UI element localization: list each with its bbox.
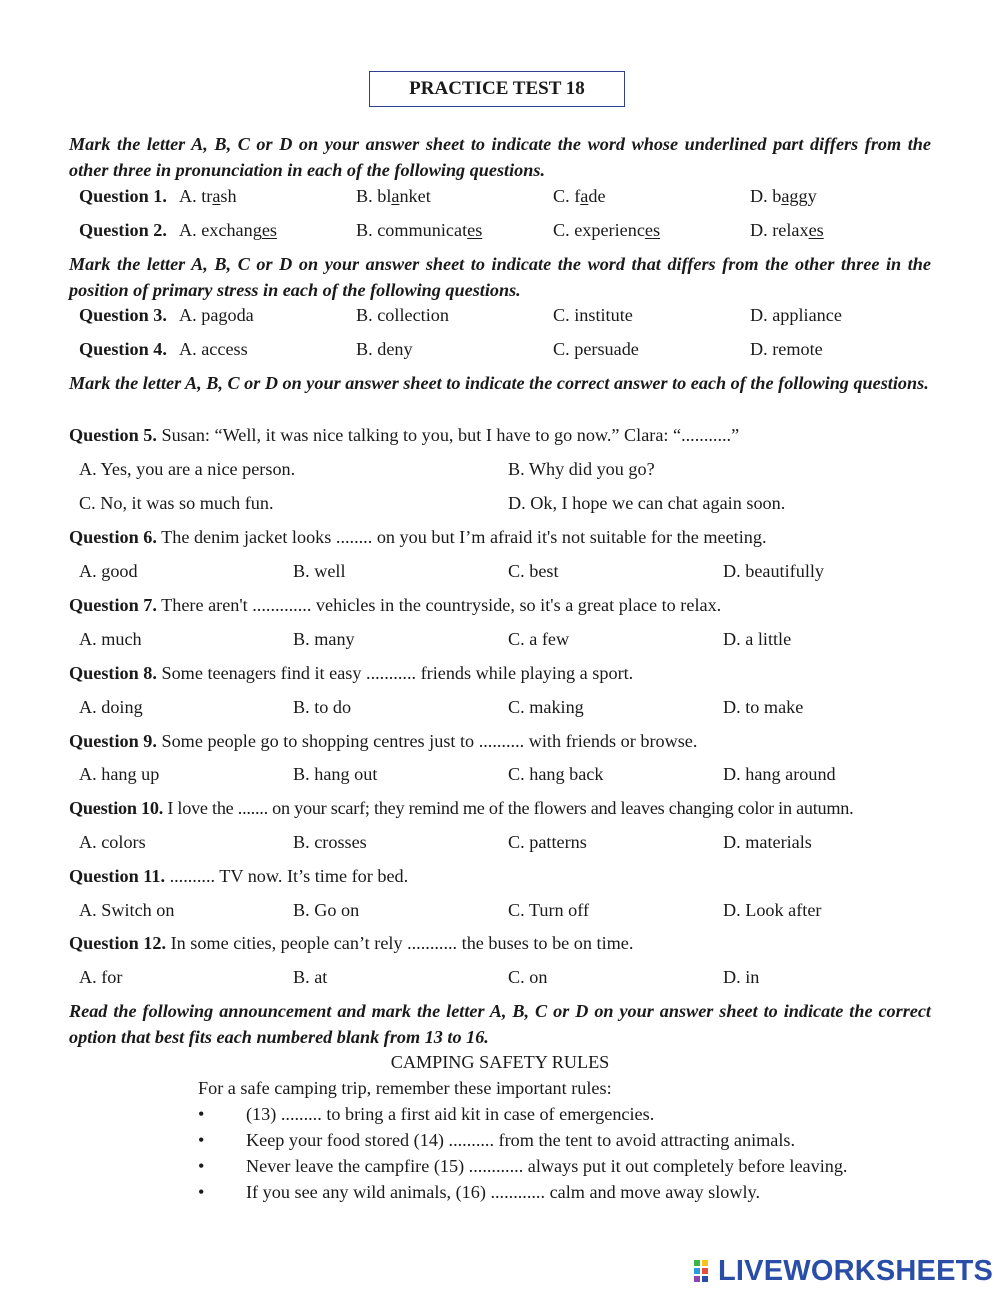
question-9-stem	[69, 728, 969, 754]
question-text: Susan: “Well, it was nice talking to you, but I have to go now.” Clara: “...........”	[161, 425, 740, 445]
question-text: I love the ....... on your scarf; they remind me of the flowers and leaves changing color in autumn.	[167, 798, 854, 818]
option-d[interactable]: D. to make	[723, 697, 804, 717]
option-b[interactable]: B. hang out	[293, 764, 378, 784]
question-label: Question 9.	[69, 731, 157, 751]
option-c[interactable]: C. making	[508, 697, 584, 717]
option-d[interactable]: D. remote	[750, 339, 823, 359]
option-a[interactable]: A. hang up	[79, 764, 160, 784]
question-label: Question 8.	[69, 663, 157, 683]
option-b[interactable]: B. Why did you go?	[508, 459, 655, 479]
option-a[interactable]: A. doing	[79, 697, 143, 717]
option-a[interactable]: A. Yes, you are a nice person.	[79, 459, 296, 479]
option-a[interactable]: A. colors	[79, 832, 146, 852]
passage-bullet-14	[198, 1127, 796, 1153]
question-11-options	[0, 897, 1000, 923]
question-6-stem	[69, 524, 969, 550]
passage-intro: For a safe camping trip, remember these important rules:	[198, 1078, 612, 1098]
option-a[interactable]: A. pagoda	[179, 305, 254, 325]
passage-item: Keep your food stored (14) .......... from the tent to avoid attracting animals.	[246, 1130, 796, 1150]
question-1-row	[0, 183, 1000, 209]
option-c[interactable]: C. experiences	[553, 220, 661, 240]
question-7-stem	[69, 592, 969, 618]
option-b[interactable]: B. crosses	[293, 832, 367, 852]
passage-bullet-13	[198, 1101, 655, 1127]
option-b[interactable]: B. blanket	[356, 186, 431, 206]
option-a[interactable]: A. exchanges	[179, 220, 277, 240]
option-c[interactable]: C. No, it was so much fun.	[79, 493, 274, 513]
liveworksheets-icon	[693, 1258, 715, 1284]
option-d[interactable]: D. a little	[723, 629, 792, 649]
question-label: Question 4.	[79, 339, 167, 359]
bullet-icon: •	[198, 1104, 205, 1124]
option-d[interactable]: D. baggy	[750, 186, 817, 206]
option-b[interactable]: B. well	[293, 561, 346, 581]
question-label: Question 10.	[69, 798, 164, 818]
passage-heading: CAMPING SAFETY RULES	[390, 1052, 610, 1072]
option-d[interactable]: D. Ok, I hope we can chat again soon.	[508, 493, 786, 513]
option-a[interactable]: A. Switch on	[79, 900, 175, 920]
question-7-options	[0, 626, 1000, 652]
question-5-options-row-1	[0, 456, 1000, 482]
logo-text: LIVEWORKSHEETS	[718, 1254, 994, 1287]
option-c[interactable]: C. institute	[553, 305, 633, 325]
question-text: In some cities, people can’t rely ........... the buses to be on time.	[170, 933, 634, 953]
passage-item: Never leave the campfire (15) ............ always put it out completely before leaving.	[246, 1156, 848, 1176]
option-a[interactable]: A. good	[79, 561, 138, 581]
question-label: Question 2.	[79, 220, 167, 240]
option-b[interactable]: B. collection	[356, 305, 449, 325]
option-a[interactable]: A. trash	[179, 186, 237, 206]
question-text: .......... TV now. It’s time for bed.	[169, 866, 409, 886]
option-c[interactable]: C. best	[508, 561, 559, 581]
instruction-stress: Mark the letter A, B, C or D on your answer sheet to indicate the word that differs from the other three in the position of primary stress in each of the following questions.	[69, 254, 931, 300]
option-b[interactable]: B. communicates	[356, 220, 483, 240]
question-label: Question 12.	[69, 933, 167, 953]
question-label: Question 3.	[79, 305, 167, 325]
bullet-icon: •	[198, 1130, 205, 1150]
passage-bullet-15	[198, 1153, 848, 1179]
question-text: There aren't ............. vehicles in the countryside, so it's a great place to relax.	[161, 595, 722, 615]
question-label: Question 11.	[69, 866, 166, 886]
option-c[interactable]: C. on	[508, 967, 548, 987]
option-c[interactable]: C. patterns	[508, 832, 587, 852]
question-8-stem	[69, 660, 969, 686]
instruction-correct-answer: Mark the letter A, B, C or D on your answer sheet to indicate the correct answer to each of the following questions.	[69, 373, 929, 393]
option-c[interactable]: C. hang back	[508, 764, 604, 784]
option-b[interactable]: B. at	[293, 967, 328, 987]
question-12-stem	[69, 930, 969, 956]
option-d[interactable]: D. in	[723, 967, 760, 987]
question-text: Some teenagers find it easy ........... friends while playing a sport.	[161, 663, 634, 683]
option-d[interactable]: D. hang around	[723, 764, 836, 784]
option-a[interactable]: A. access	[179, 339, 248, 359]
question-5-stem	[69, 422, 969, 448]
page-title: PRACTICE TEST 18	[369, 71, 625, 107]
question-5-options-row-2	[0, 490, 1000, 516]
instruction-cloze: Read the following announcement and mark the letter A, B, C or D on your answer sheet to indicate the correct option that best fits each numbered blank from 13 to 16.	[69, 1001, 931, 1047]
option-d[interactable]: D. beautifully	[723, 561, 825, 581]
question-3-row	[0, 302, 1000, 328]
option-b[interactable]: B. many	[293, 629, 355, 649]
option-b[interactable]: B. to do	[293, 697, 352, 717]
question-label: Question 5.	[69, 425, 157, 445]
option-d[interactable]: D. relaxes	[750, 220, 824, 240]
bullet-icon: •	[198, 1156, 205, 1176]
question-6-options	[0, 558, 1000, 584]
option-b[interactable]: B. deny	[356, 339, 413, 359]
question-2-row	[0, 217, 1000, 243]
question-12-options	[0, 964, 1000, 990]
option-a[interactable]: A. for	[79, 967, 123, 987]
question-11-stem	[69, 863, 969, 889]
liveworksheets-logo[interactable]	[693, 1255, 993, 1287]
passage-item: If you see any wild animals, (16) ............ calm and move away slowly.	[246, 1182, 761, 1202]
question-10-options	[0, 829, 1000, 855]
passage-item: (13) ......... to bring a first aid kit in case of emergencies.	[246, 1104, 655, 1124]
question-10-stem	[69, 795, 969, 821]
option-c[interactable]: C. a few	[508, 629, 570, 649]
instruction-pronunciation: Mark the letter A, B, C or D on your answer sheet to indicate the word whose underlined part differs from the other three in pronunciation in each of the following questions.	[69, 134, 931, 180]
option-c[interactable]: C. persuade	[553, 339, 639, 359]
option-d[interactable]: D. materials	[723, 832, 812, 852]
question-text: The denim jacket looks ........ on you but I’m afraid it's not suitable for the meeting.	[161, 527, 767, 547]
question-4-row	[0, 336, 1000, 362]
question-label: Question 7.	[69, 595, 157, 615]
question-label: Question 1.	[79, 186, 167, 206]
passage-bullet-16	[198, 1179, 761, 1205]
option-b[interactable]: B. Go on	[293, 900, 360, 920]
option-c[interactable]: C. fade	[553, 186, 606, 206]
option-a[interactable]: A. much	[79, 629, 142, 649]
question-text: Some people go to shopping centres just to .......... with friends or browse.	[161, 731, 698, 751]
option-d[interactable]: D. Look after	[723, 900, 822, 920]
question-9-options	[0, 761, 1000, 787]
question-label: Question 6.	[69, 527, 157, 547]
option-d[interactable]: D. appliance	[750, 305, 842, 325]
question-8-options	[0, 694, 1000, 720]
bullet-icon: •	[198, 1182, 205, 1202]
option-c[interactable]: C. Turn off	[508, 900, 590, 920]
